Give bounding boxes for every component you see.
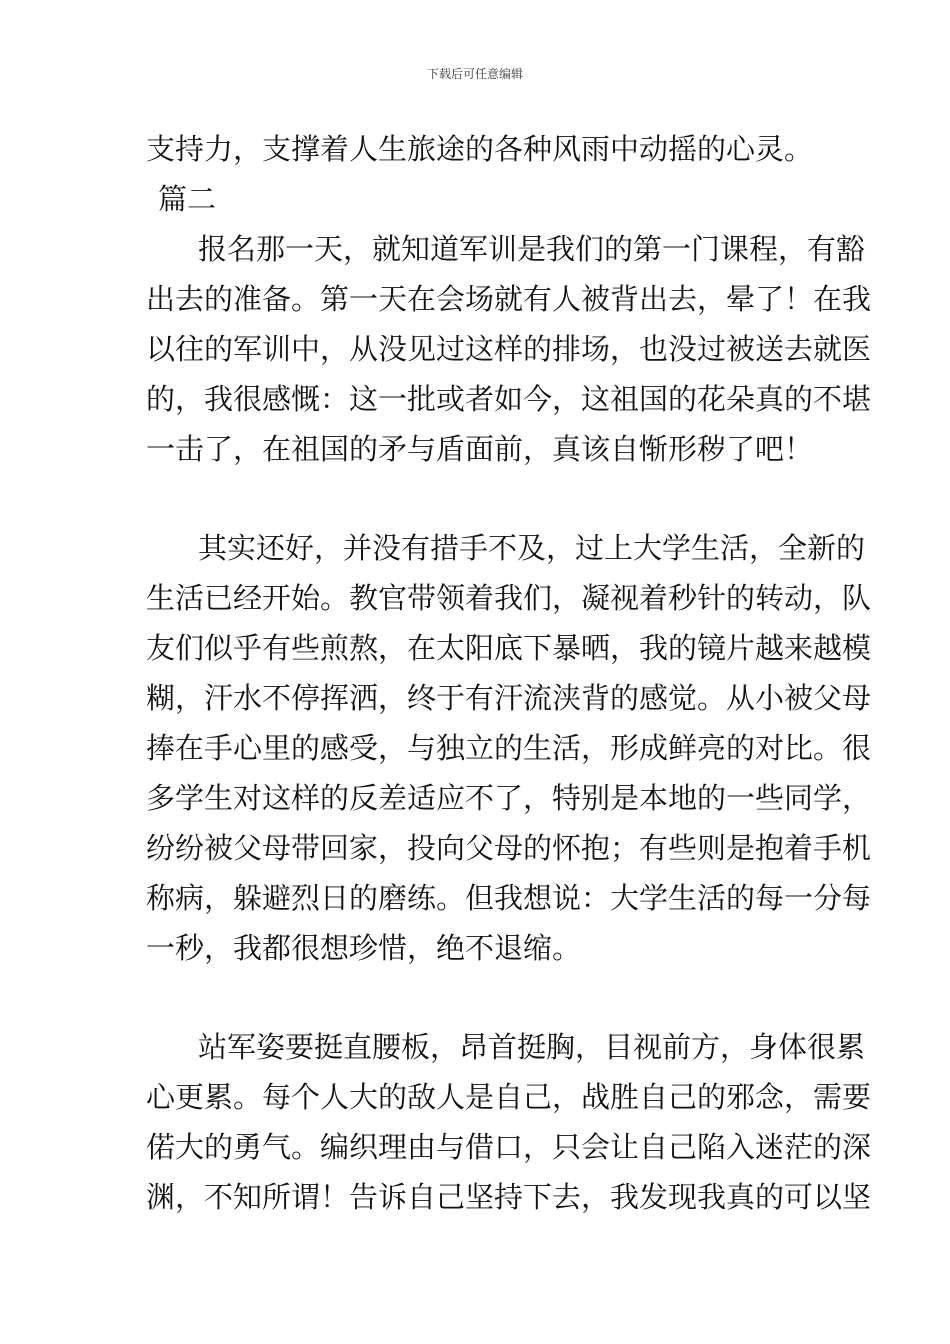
page-header-note: 下载后可任意编辑 — [426, 67, 523, 81]
text-line: 支持力，支撑着人生旅途的各种风雨中动摇的心灵。 — [146, 132, 814, 166]
text-line: 渊，不知所谓！告诉自己坚持下去，我发现我真的可以坚 — [146, 1180, 872, 1214]
text-line: 纷纷被父母带回家，投向父母的怀抱；有些则是抱着手机 — [146, 831, 872, 865]
text-line: 一秒，我都很想珍惜，绝不退缩。 — [146, 931, 582, 965]
section-heading: 篇二 — [158, 182, 217, 216]
text-line: 以往的军训中，从没见过这样的排场，也没过被送去就医 — [146, 332, 872, 366]
text-line: 多学生对这样的反差适应不了，特别是本地的一些同学， — [146, 781, 872, 815]
text-line: 生活已经开始。教官带领着我们，凝视着秒针的转动，队 — [146, 581, 872, 615]
text-line: 糊，汗水不停挥洒，终于有汗流浃背的感觉。从小被父母 — [146, 681, 872, 715]
text-line: 友们似乎有些煎熬，在太阳底下暴晒，我的镜片越来越模 — [146, 631, 872, 665]
text-line: 一击了，在祖国的矛与盾面前，真该自惭形秽了吧！ — [146, 432, 814, 466]
text-line: 的，我很感慨：这一批或者如今，这祖国的花朵真的不堪 — [146, 382, 872, 416]
text-line: 其实还好，并没有措手不及，过上大学生活，全新的 — [198, 531, 866, 565]
text-line: 站军姿要挺直腰板，昂首挺胸，目视前方，身体很累 — [198, 1030, 866, 1064]
text-line: 称病，躲避烈日的磨练。但我想说：大学生活的每一分每 — [146, 881, 872, 915]
text-line: 捧在手心里的感受，与独立的生活，形成鲜亮的对比。很 — [146, 731, 872, 765]
text-line: 报名那一天，就知道军训是我们的第一门课程，有豁 — [198, 232, 866, 266]
text-line: 出去的准备。第一天在会场就有人被背出去，晕了！在我 — [146, 282, 872, 316]
text-line: 心更累。每个人大的敌人是自己，战胜自己的邪念，需要 — [146, 1080, 872, 1114]
text-line: 偌大的勇气。编织理由与借口，只会让自己陷入迷茫的深 — [146, 1130, 872, 1164]
